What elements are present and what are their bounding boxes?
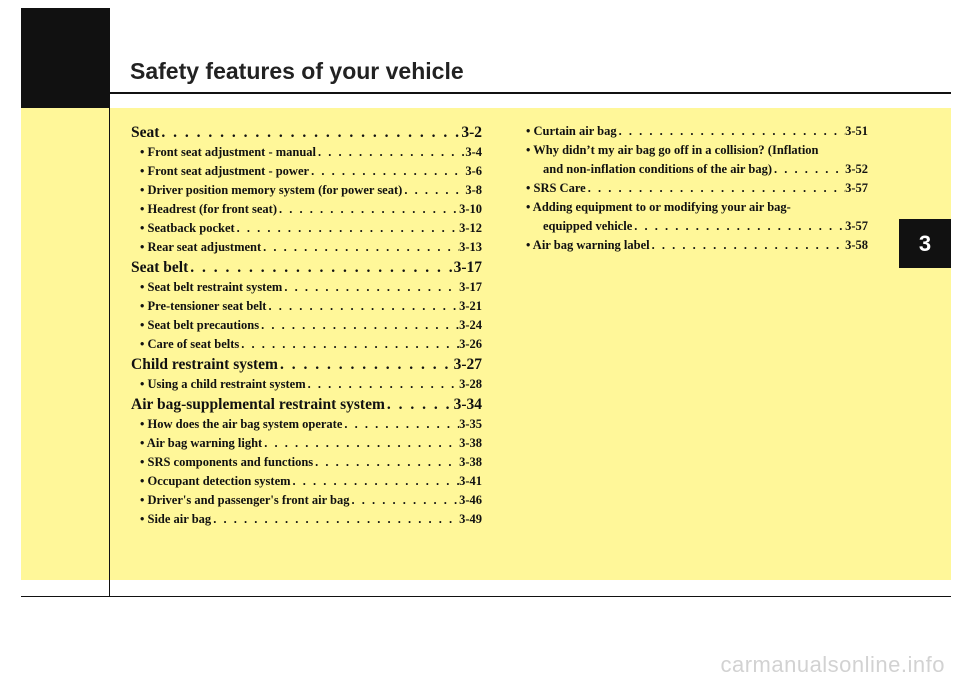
toc-left-column bbox=[131, 124, 482, 531]
toc-entry-page: 3-49 bbox=[459, 512, 482, 526]
toc-entry-page: 3-57 bbox=[845, 219, 868, 233]
toc-entry-text: Air bag-supplemental restraint system bbox=[131, 396, 385, 413]
dot-leader bbox=[306, 377, 459, 392]
dot-leader bbox=[235, 221, 459, 236]
toc-entry-page: 3-34 bbox=[453, 396, 482, 413]
toc-entry-text: Seat bbox=[131, 124, 160, 141]
toc-entry-page: 3-21 bbox=[459, 299, 482, 313]
toc-entry-page: 3-17 bbox=[453, 259, 482, 276]
toc-entry[interactable] bbox=[131, 221, 482, 240]
toc-entry-page: 3-10 bbox=[459, 202, 482, 216]
toc-entry-text: • Headrest (for front seat) bbox=[140, 202, 277, 216]
toc-entry-text: • Seat belt restraint system bbox=[140, 280, 283, 294]
toc-entry-page: 3-2 bbox=[461, 124, 482, 141]
toc-entry-text: Child restraint system bbox=[131, 356, 278, 373]
toc-entry-text: • Occupant detection system bbox=[140, 474, 291, 488]
toc-entry-seat-belt[interactable] bbox=[131, 259, 482, 280]
toc-entry-first-line[interactable]: • Why didn’t my air bag go off in a collision? (Inflation bbox=[526, 143, 819, 157]
toc-entry[interactable] bbox=[526, 238, 868, 257]
watermark-text: carmanualsonline.info bbox=[720, 652, 945, 677]
toc-entry-text: • Rear seat adjustment bbox=[140, 240, 262, 254]
chapter-tab[interactable]: 3 bbox=[899, 219, 951, 268]
toc-entry-text: • Front seat adjustment - power bbox=[140, 164, 310, 178]
toc-entry-page: 3-58 bbox=[845, 238, 868, 252]
toc-entry-page: 3-57 bbox=[845, 181, 868, 195]
toc-entry-text: • Side air bag bbox=[140, 512, 212, 526]
toc-entry[interactable] bbox=[526, 124, 868, 143]
toc-entry[interactable] bbox=[131, 280, 482, 299]
dot-leader bbox=[385, 396, 454, 414]
dot-leader bbox=[266, 299, 459, 314]
toc-entry-page: 3-27 bbox=[453, 356, 482, 373]
toc-entry[interactable] bbox=[526, 181, 868, 200]
chapter-header-block bbox=[21, 8, 109, 108]
toc-entry-page: 3-26 bbox=[459, 337, 482, 351]
toc-entry[interactable] bbox=[131, 240, 482, 259]
dot-leader bbox=[188, 259, 453, 277]
toc-entry[interactable] bbox=[131, 512, 482, 531]
dot-leader bbox=[342, 417, 459, 432]
toc-entry-text: • Air bag warning label bbox=[526, 238, 650, 252]
toc-entry-page: 3-4 bbox=[465, 145, 482, 159]
toc-entry-text: • Curtain air bag bbox=[526, 124, 617, 138]
dot-leader bbox=[313, 455, 459, 470]
toc-entry-text: • Using a child restraint system bbox=[140, 377, 306, 391]
toc-entry-page: 3-6 bbox=[465, 164, 482, 178]
dot-leader bbox=[349, 493, 459, 508]
toc-entry-text: and non-inflation conditions of the air bag) bbox=[543, 162, 772, 176]
toc-entry[interactable] bbox=[131, 145, 482, 164]
toc-entry-text: • Care of seat belts bbox=[140, 337, 240, 351]
toc-entry-page: 3-24 bbox=[459, 318, 482, 332]
toc-entry-air-bag[interactable] bbox=[131, 396, 482, 417]
dot-leader bbox=[632, 219, 845, 234]
dot-leader bbox=[586, 181, 845, 196]
toc-entry[interactable] bbox=[131, 377, 482, 396]
toc-entry[interactable] bbox=[131, 337, 482, 356]
toc-entry-page: 3-8 bbox=[465, 183, 482, 197]
dot-leader bbox=[772, 162, 845, 177]
toc-entry[interactable] bbox=[131, 417, 482, 436]
footer-rule bbox=[21, 596, 951, 597]
toc-entry-text: • Pre-tensioner seat belt bbox=[140, 299, 267, 313]
toc-entry-page: 3-28 bbox=[459, 377, 482, 391]
dot-leader bbox=[282, 280, 459, 295]
toc-entry-page: 3-12 bbox=[459, 221, 482, 235]
dot-leader bbox=[291, 474, 460, 489]
title-underline bbox=[109, 92, 951, 94]
dot-leader bbox=[278, 356, 454, 374]
toc-entry-child-restraint[interactable] bbox=[131, 356, 482, 377]
dot-leader bbox=[211, 512, 459, 527]
toc-entry[interactable] bbox=[131, 299, 482, 318]
dot-leader bbox=[277, 202, 459, 217]
toc-entry-text: • Seatback pocket bbox=[140, 221, 235, 235]
toc-right-column bbox=[526, 124, 868, 257]
toc-entry[interactable] bbox=[131, 436, 482, 455]
toc-entry-text: equipped vehicle bbox=[543, 219, 633, 233]
toc-entry-page: 3-41 bbox=[459, 474, 482, 488]
toc-entry-seat[interactable] bbox=[131, 124, 482, 145]
dot-leader bbox=[617, 124, 845, 139]
toc-entry-page: 3-51 bbox=[845, 124, 868, 138]
dot-leader bbox=[259, 318, 459, 333]
toc-entry-page: 3-38 bbox=[459, 455, 482, 469]
dot-leader bbox=[262, 436, 459, 451]
toc-entry-text: • SRS Care bbox=[526, 181, 586, 195]
toc-entry[interactable] bbox=[131, 183, 482, 202]
toc-entry-text: Seat belt bbox=[131, 259, 189, 276]
toc-entry-page: 3-17 bbox=[459, 280, 482, 294]
toc-entry-text: • How does the air bag system operate bbox=[140, 417, 343, 431]
toc-entry-page: 3-46 bbox=[459, 493, 482, 507]
dot-leader bbox=[261, 240, 459, 255]
dot-leader bbox=[239, 337, 459, 352]
toc-entry-text: • Front seat adjustment - manual bbox=[140, 145, 317, 159]
toc-entry-page: 3-35 bbox=[459, 417, 482, 431]
toc-entry[interactable] bbox=[131, 474, 482, 493]
dot-leader bbox=[402, 183, 465, 198]
toc-entry-text: • Driver position memory system (for power seat) bbox=[140, 183, 403, 197]
toc-entry-text: • Air bag warning light bbox=[140, 436, 263, 450]
page-title: Safety features of your vehicle bbox=[130, 58, 464, 84]
toc-entry-page: 3-38 bbox=[459, 436, 482, 450]
toc-entry-text: • Seat belt precautions bbox=[140, 318, 260, 332]
toc-entry[interactable] bbox=[131, 455, 482, 474]
dot-leader bbox=[316, 145, 465, 160]
toc-entry-text: • SRS components and functions bbox=[140, 455, 314, 469]
dot-leader bbox=[309, 164, 465, 179]
toc-entry[interactable] bbox=[131, 202, 482, 221]
dot-leader bbox=[159, 124, 461, 142]
toc-entry[interactable] bbox=[131, 493, 482, 512]
toc-entry-page: 3-52 bbox=[845, 162, 868, 176]
toc-entry-page: 3-13 bbox=[459, 240, 482, 254]
toc-entry[interactable] bbox=[131, 164, 482, 183]
left-margin-rule bbox=[109, 8, 110, 596]
toc-entry-continuation[interactable] bbox=[526, 162, 868, 181]
toc-entry-continuation[interactable] bbox=[526, 219, 868, 238]
toc-entry[interactable] bbox=[131, 318, 482, 337]
dot-leader bbox=[650, 238, 845, 253]
toc-entry-text: • Driver's and passenger's front air bag bbox=[140, 493, 350, 507]
toc-entry-first-line[interactable]: • Adding equipment to or modifying your air bag- bbox=[526, 200, 791, 214]
